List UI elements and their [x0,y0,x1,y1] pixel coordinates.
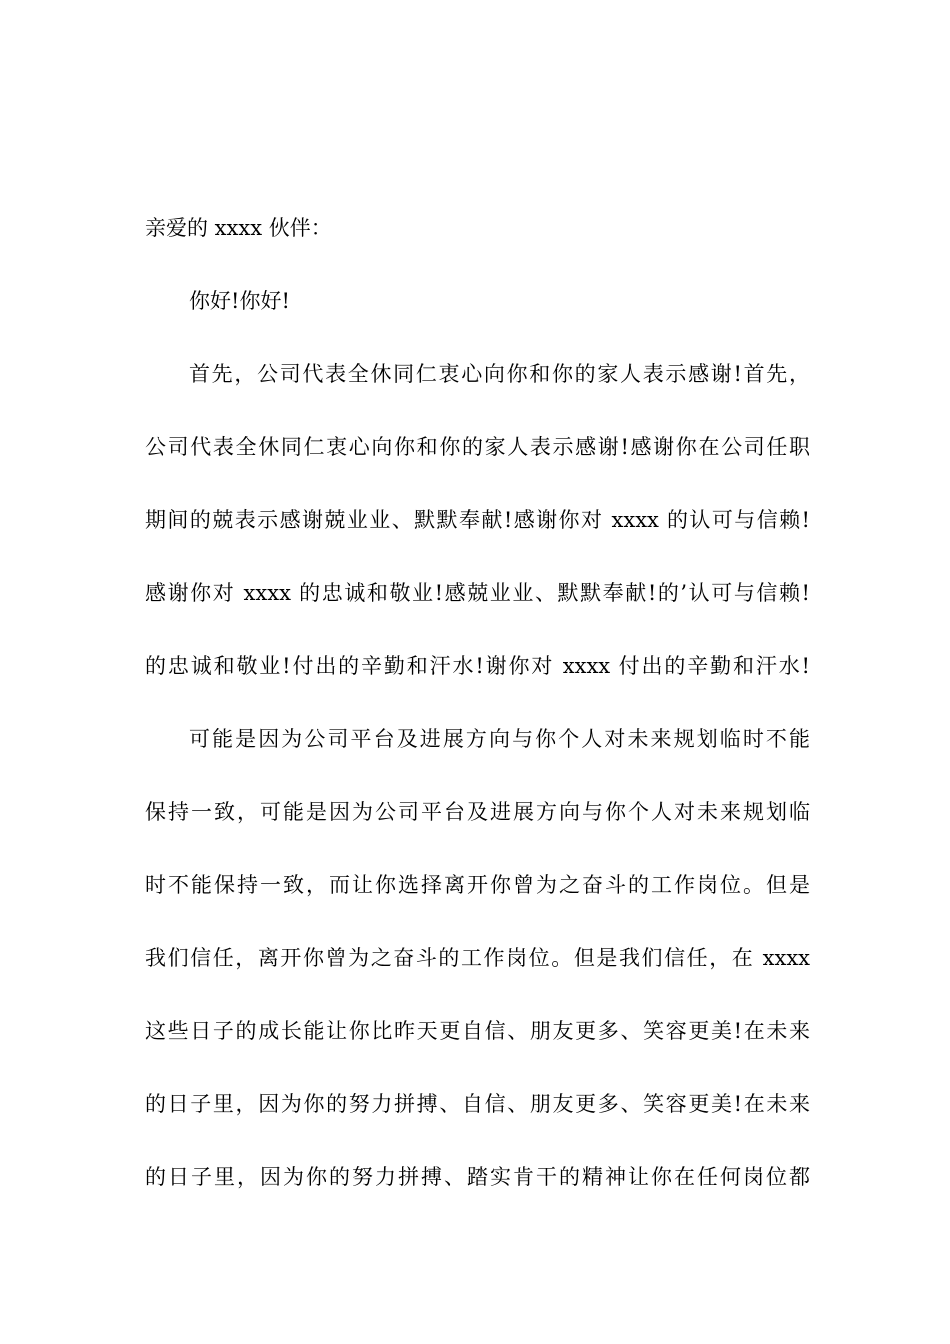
paragraph-line: 时不能保持一致，而让你选择离开你曾为之奋斗的工作岗位。但是 [145,873,810,897]
paragraph-line: 首先，公司代表全休同仁衷心向你和你的家人表示感谢!首先， [189,362,810,386]
paragraph-line: 保持一致，可能是因为公司平台及进展方向与你个人对未来规划临 [145,800,810,824]
paragraph-line: 公司代表全休同仁衷心向你和你的家人表示感谢!感谢你在公司任职 [145,435,810,459]
paragraph-line: 这些日子的成长能让你比昨天更自信、朋友更多、笑容更美!在未来 [145,1019,810,1043]
paragraph-line: 可能是因为公司平台及进展方向与你个人对未来规划临时不能 [189,727,810,751]
paragraph-line: 我们信任，离开你曾为之奋斗的工作岗位。但是我们信任，在 xxxx [145,946,810,970]
salutation: 亲爱的 xxxx 伙伴： [145,216,332,240]
paragraph-line: 的忠诚和敬业!付出的辛勤和汗水!谢你对 xxxx 付出的辛勤和汗水! [145,654,810,678]
paragraph-line: 感谢你对 xxxx 的忠诚和敬业!感兢业业、默默奉献!的’认可与信赖! [145,581,810,605]
paragraph-line: 的日子里，因为你的努力拼搏、踏实肯干的精神让你在任何岗位都 [145,1165,810,1189]
paragraph-line: 的日子里，因为你的努力拼搏、自信、朋友更多、笑容更美!在未来 [145,1092,810,1116]
paragraph-line: 期间的兢表示感谢兢业业、默默奉献!感谢你对 xxxx 的认可与信赖! [145,508,810,532]
greeting: 你好!你好! [189,289,290,313]
